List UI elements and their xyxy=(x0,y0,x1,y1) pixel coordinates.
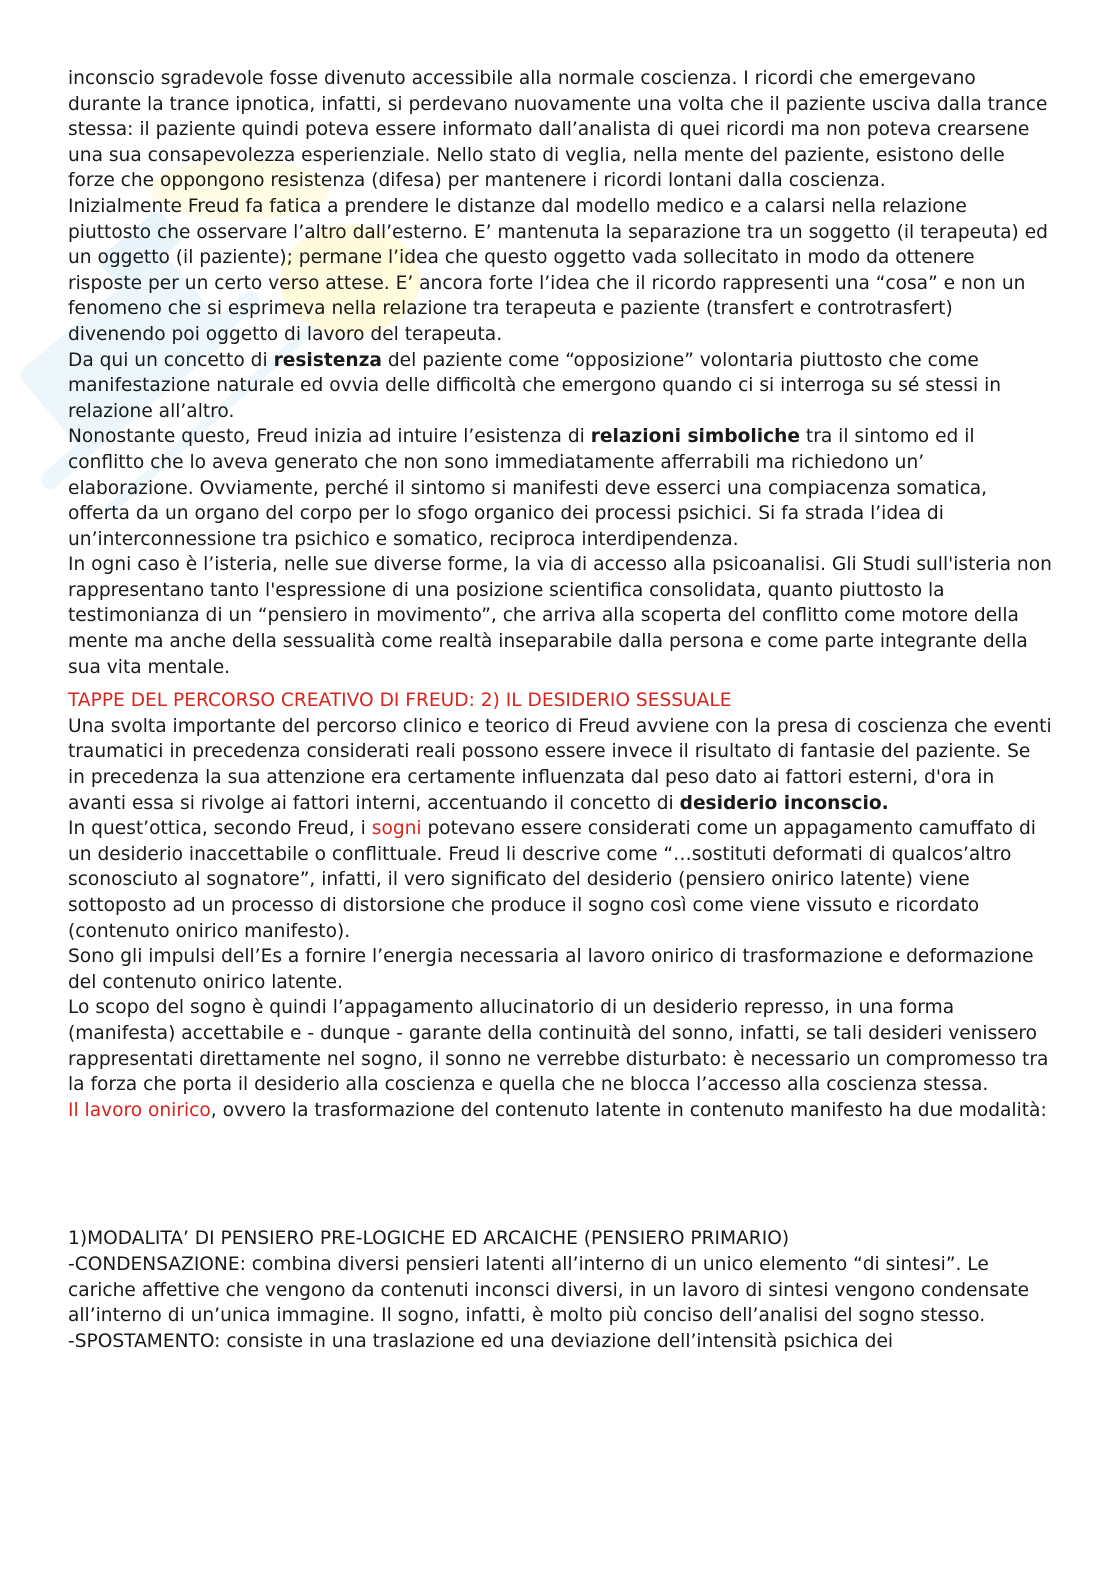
paragraph: Inizialmente Freud fa fatica a prendere le distanze dal modello medico e a calarsi nella relazione piuttosto che osservare l’altro dall’esterno. E’ mantenuta la separazione tra un soggetto (il terapeuta) ed un oggetto (il paziente); permane l’idea che questo oggetto vada sollecitato in modo da ottenere risposte per un certo verso attese. E’ ancora forte l’idea che il ricordo rappresenti una “cosa” e non un fenomeno che si esprimeva nella relazione tra terapeuta e paziente (transfert e controtrasfert) divenendo poi oggetto di lavoro del terapeuta. xyxy=(68,195,1048,345)
section-heading: TAPPE DEL PERCORSO CREATIVO DI FREUD: 2) IL DESIDERIO SESSUALE xyxy=(68,690,732,712)
red-term-lavoro-onirico: Il lavoro onirico xyxy=(68,1099,211,1121)
paragraph: In ogni caso è l’isteria, nelle sue diverse forme, la via di accesso alla psicoanalisi. Gli Studi sull'isteria non rappresentano tanto l'espressione di una posizione scientifica consolidata, quanto piuttosto la testimonianza di un “pensiero in movimento”, che arriva alla scoperta del conflitto come motore della mente ma anche della sessualità come realtà inseparabile dalla persona e come parte integrante della sua vita mentale. xyxy=(68,554,1052,678)
paragraph: Una svolta importante del percorso clinico e teorico di Freud avviene con la presa di coscienza che eventi traumatici in precedenza considerati reali possono essere invece il risultato di fantasie del paziente. Se in precedenza la sua attenzione era certamente influenzata dal peso dato ai fattori esterni, d'ora in avanti essa si rivolge ai fattori interni, accentuando il concetto di desiderio inconscio. xyxy=(68,715,1052,814)
subheading: 1)MODALITA’ DI PENSIERO PRE-LOGICHE ED ARCAICHE (PENSIERO PRIMARIO) xyxy=(68,1228,790,1250)
paragraph: Il lavoro onirico, ovvero la trasformazione del contenuto latente in contenuto manifesto ha due modalità: xyxy=(68,1099,1047,1121)
paragraph: inconscio sgradevole fosse divenuto accessibile alla normale coscienza. I ricordi che emergevano durante la trance ipnotica, infatti, si perdevano nuovamente una volta che il paziente usciva dalla trance stessa: il paziente quindi poteva essere informato dall’analista di quei ricordi ma non poteva crearsene una sua consapevolezza esperienziale. Nello stato di veglia, nella mente del paziente, esistono delle forze che oppongono resistenza (difesa) per mantenere i ricordi lontani dalla coscienza. xyxy=(68,68,1048,192)
paragraph: Sono gli impulsi dell’Es a fornire l’energia necessaria al lavoro onirico di trasformazione e deformazione del contenuto onirico latente. xyxy=(68,946,1034,993)
red-term-sogni: sogni xyxy=(371,818,422,840)
paragraph: -SPOSTAMENTO: consiste in una traslazione ed una deviazione dell’intensità psichica dei xyxy=(68,1330,894,1352)
paragraph: In quest’ottica, secondo Freud, i sogni potevano essere considerati come un appagamento camuffato di un desiderio inaccettabile o conflittuale. Freud li descrive come “…sostituti deformati di qualcos’altro sconosciuto al sognatore”, infatti, il vero significato del desiderio (pensiero onirico latente) viene sottoposto ad un processo di distorsione che produce il sogno così come viene vissuto e ricordato (contenuto onirico manifesto). xyxy=(68,818,1036,942)
bold-term-relazioni-simboliche: relazioni simboliche xyxy=(590,426,800,448)
paragraph: Nonostante questo, Freud inizia ad intuire l’esistenza di relazioni simboliche tra il sintomo ed il conflitto che lo aveva generato che non sono immediatamente afferrabili ma richiedono un’ elaborazione. Ovviamente, perché il sintomo si manifesti deve esserci una compiacenza somatica, offerta da un organo del corpo per lo sfogo organico dei processi psichici. Si fa strada l’idea di un’interconnessione tra psichico e somatico, reciproca interdipendenza. xyxy=(68,426,988,550)
document-body xyxy=(68,66,1053,1354)
paragraph: Lo scopo del sogno è quindi l’appagamento allucinatorio di un desiderio represso, in una forma (manifesta) accettabile e - dunque - garante della continuità del sonno, infatti, se tali desideri venissero rappresentati direttamente nel sogno, il sonno ne verrebbe disturbato: è necessario un compromesso tra la forza che porta il desiderio alla coscienza e quella che ne blocca l’accesso alla coscienza stessa. xyxy=(68,997,1049,1096)
paragraph: Da qui un concetto di resistenza del paziente come “opposizione” volontaria piuttosto che come manifestazione naturale ed ovvia delle difficoltà che emergono quando ci si interroga su sé stessi in relazione all’altro. xyxy=(68,349,1002,422)
paragraph: -CONDENSAZIONE: combina diversi pensieri latenti all’interno di un unico elemento “di sintesi”. Le cariche affettive che vengono da contenuti inconsci diversi, in un lavoro di sintesi vengono condensate all’interno di un’unica immagine. Il sogno, infatti, è molto più conciso dell’analisi del sogno stesso. xyxy=(68,1253,1030,1327)
bold-term-resistenza: resistenza xyxy=(273,349,382,371)
bold-term-desiderio-inconscio: desiderio inconscio. xyxy=(679,792,889,814)
blank-space xyxy=(68,1123,1053,1226)
